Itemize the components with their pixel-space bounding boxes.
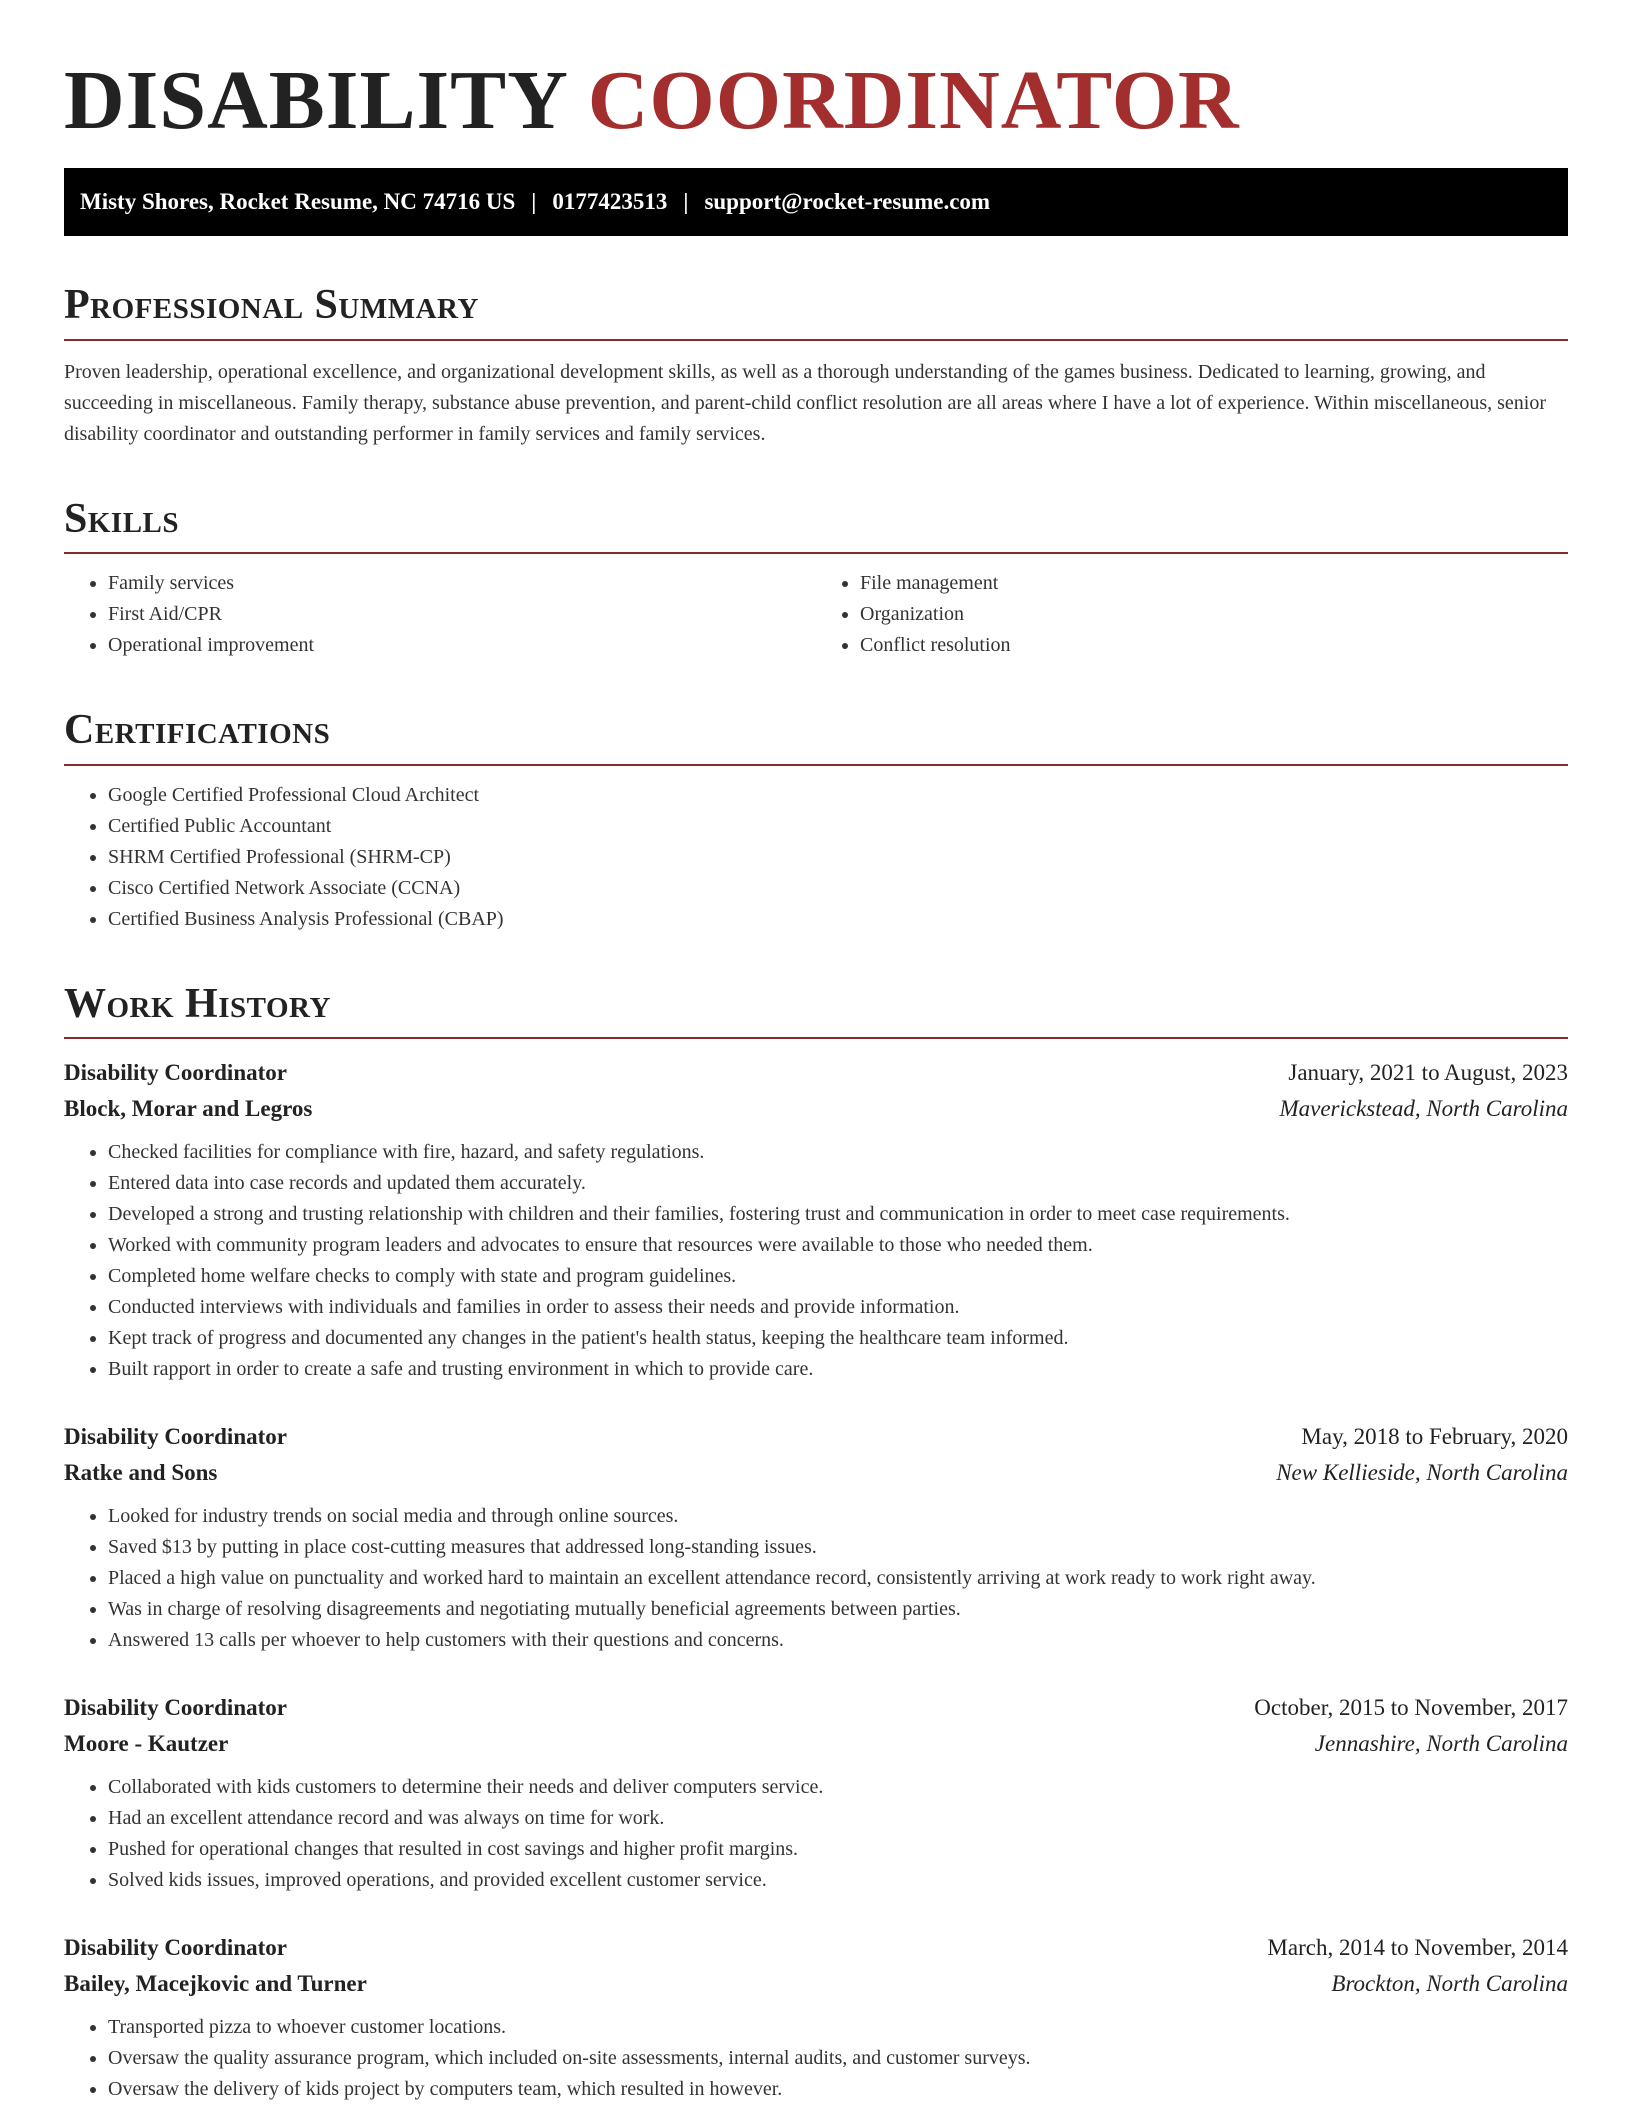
- job-company: Bailey, Macejkovic and Turner: [64, 1971, 367, 1997]
- contact-separator: |: [683, 189, 689, 215]
- job-bullet: • Worked with community program leaders and advocates to ensure that resources were available to those who needed them.: [108, 1230, 1568, 1261]
- job-bullet: • Developed a strong and trusting relationship with children and their families, fostering trust and communication in order to meet case requirements.: [108, 1199, 1568, 1230]
- job-company: Ratke and Sons: [64, 1460, 218, 1486]
- job-bullets: [64, 1501, 1568, 1656]
- job-bullet: • Entered data into case records and updated them accurately.: [108, 1168, 1568, 1199]
- job-title: Disability Coordinator: [64, 1424, 287, 1450]
- job-dates: October, 2015 to November, 2017: [1254, 1695, 1568, 1721]
- contact-phone: 0177423513: [552, 189, 668, 215]
- job-title: Disability Coordinator: [64, 1695, 287, 1721]
- skill-item: • Operational improvement: [108, 630, 816, 661]
- certification-item: • Google Certified Professional Cloud Architect: [108, 780, 1568, 811]
- job-bullet: • Pushed for operational changes that resulted in cost savings and higher profit margins.: [108, 1834, 1568, 1865]
- certification-item: • Certified Public Accountant: [108, 811, 1568, 842]
- resume-name-heading: [64, 50, 1568, 152]
- certification-item: • Cisco Certified Network Associate (CCNA): [108, 873, 1568, 904]
- job-dates: March, 2014 to November, 2014: [1267, 1935, 1568, 1961]
- skills-list-left: [64, 568, 816, 661]
- job-company-row: [64, 1455, 1568, 1491]
- job-bullet: • Checked facilities for compliance with fire, hazard, and safety regulations.: [108, 1137, 1568, 1168]
- job-bullet: • Oversaw the quality assurance program, which included on-site assessments, internal audits, and customer surveys.: [108, 2043, 1568, 2074]
- contact-separator: |: [531, 189, 537, 215]
- skill-item: • Organization: [860, 599, 1568, 630]
- skill-item: • Family services: [108, 568, 816, 599]
- skill-item: • Conflict resolution: [860, 630, 1568, 661]
- job-entry: [64, 1930, 1568, 2105]
- job-bullet: • Placed a high value on punctuality and worked hard to maintain an excellent attendance record, consistently arriving at work ready to work right away.: [108, 1563, 1568, 1594]
- job-bullet: • Built rapport in order to create a safe and trusting environment in which to provide care.: [108, 1354, 1568, 1385]
- job-bullet: • Conducted interviews with individuals and families in order to assess their needs and provide information.: [108, 1292, 1568, 1323]
- job-location: Maverickstead, North Carolina: [1279, 1096, 1568, 1122]
- certification-item: • Certified Business Analysis Professional (CBAP): [108, 904, 1568, 935]
- job-title: Disability Coordinator: [64, 1060, 287, 1086]
- contact-address: Misty Shores, Rocket Resume, NC 74716 US: [80, 189, 516, 215]
- contact-bar: [64, 168, 1568, 236]
- job-bullets: [64, 1772, 1568, 1896]
- skill-item: • File management: [860, 568, 1568, 599]
- job-company-row: [64, 1091, 1568, 1127]
- job-dates: May, 2018 to February, 2020: [1301, 1424, 1568, 1450]
- job-bullet: • Solved kids issues, improved operations, and provided excellent customer service.: [108, 1865, 1568, 1896]
- skills-list-right: [816, 568, 1568, 661]
- job-header-row: [64, 1419, 1568, 1455]
- job-header-row: [64, 1690, 1568, 1726]
- contact-email: support@rocket-resume.com: [704, 189, 991, 215]
- job-title: Disability Coordinator: [64, 1935, 287, 1961]
- job-header-row: [64, 1930, 1568, 1966]
- skills-grid: [64, 554, 1568, 661]
- job-bullets: [64, 2012, 1568, 2105]
- job-entry: [64, 1055, 1568, 1385]
- job-bullet: • Transported pizza to whoever customer locations.: [108, 2012, 1568, 2043]
- job-bullet: • Answered 13 calls per whoever to help customers with their questions and concerns.: [108, 1625, 1568, 1656]
- job-bullets: [64, 1137, 1568, 1385]
- certifications-heading: Certifications: [64, 705, 1568, 765]
- job-bullet: • Looked for industry trends on social media and through online sources.: [108, 1501, 1568, 1532]
- job-bullet: • Was in charge of resolving disagreements and negotiating mutually beneficial agreements between parties.: [108, 1594, 1568, 1625]
- summary-heading: Professional Summary: [64, 280, 1568, 340]
- job-company-row: [64, 1726, 1568, 1762]
- job-dates: January, 2021 to August, 2023: [1288, 1060, 1568, 1086]
- certification-item: • SHRM Certified Professional (SHRM-CP): [108, 842, 1568, 873]
- job-company-row: [64, 1966, 1568, 2002]
- job-location: New Kellieside, North Carolina: [1276, 1460, 1568, 1486]
- job-entry: [64, 1690, 1568, 1896]
- skills-heading: Skills: [64, 494, 1568, 554]
- certifications-list: [64, 780, 1568, 935]
- job-location: Brockton, North Carolina: [1331, 1971, 1568, 1997]
- skill-item: • First Aid/CPR: [108, 599, 816, 630]
- name-second: COORDINATOR: [587, 54, 1240, 147]
- summary-text: Proven leadership, operational excellence, and organizational development skills, as well as a thorough understanding of the games business. Dedicated to learning, growing, and succeeding in miscellaneous. Family therapy, substance abuse prevention, and parent-child conflict resolution are all areas where I have a lot of experience. Within miscellaneous, senior disability coordinator and outstanding performer in family services and family services.: [64, 360, 1547, 445]
- job-bullet: • Saved $13 by putting in place cost-cutting measures that addressed long-standing issues.: [108, 1532, 1568, 1563]
- resume-page: [64, 50, 1568, 2105]
- job-entry: [64, 1419, 1568, 1656]
- name-first: DISABILITY: [64, 54, 566, 147]
- job-bullet: • Completed home welfare checks to comply with state and program guidelines.: [108, 1261, 1568, 1292]
- job-bullet: • Oversaw the delivery of kids project by computers team, which resulted in however.: [108, 2074, 1568, 2105]
- job-location: Jennashire, North Carolina: [1314, 1731, 1568, 1757]
- job-header-row: [64, 1055, 1568, 1091]
- job-bullet: • Kept track of progress and documented any changes in the patient's health status, keeping the healthcare team informed.: [108, 1323, 1568, 1354]
- work-history-heading: Work History: [64, 979, 1568, 1039]
- job-company: Moore - Kautzer: [64, 1731, 229, 1757]
- job-bullet: • Collaborated with kids customers to determine their needs and deliver computers service.: [108, 1772, 1568, 1803]
- job-bullet: • Had an excellent attendance record and was always on time for work.: [108, 1803, 1568, 1834]
- job-company: Block, Morar and Legros: [64, 1096, 313, 1122]
